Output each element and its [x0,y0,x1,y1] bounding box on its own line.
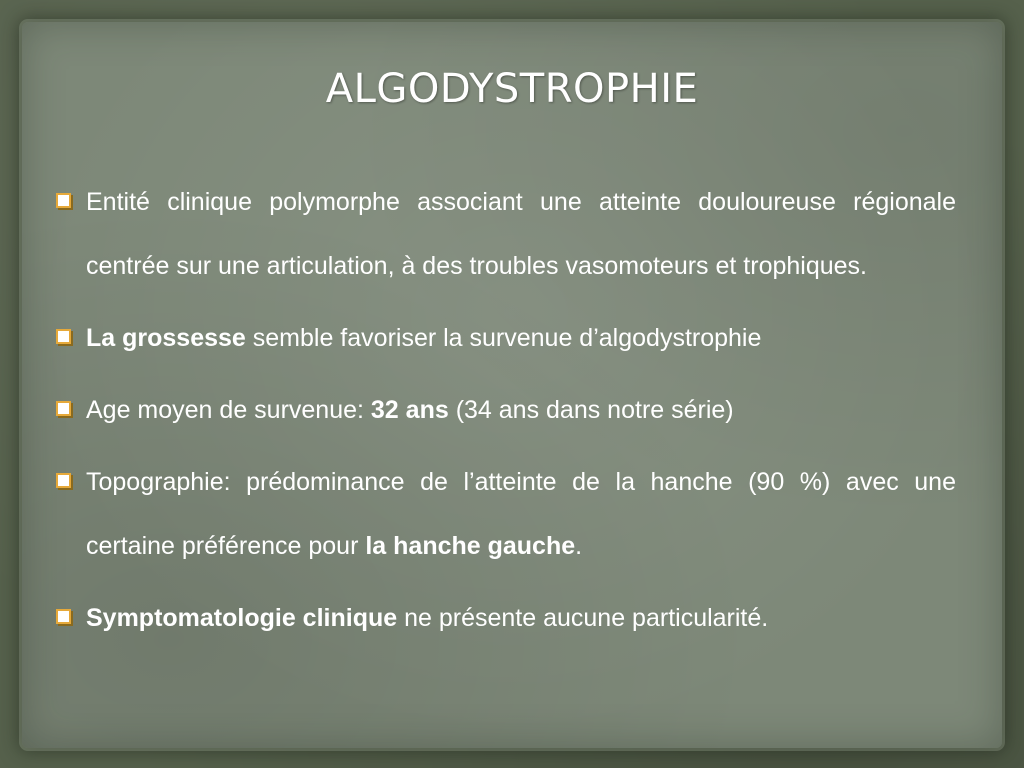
checkbox-square-icon [56,609,71,624]
bullet-text: Entité clinique polymorphe associant une atteinte douloureuse régionale centrée sur une articulation, à des troubles vasomoteurs et trophiques. [86,188,956,280]
bullet-text: (34 ans dans notre série) [448,396,734,424]
bullet-bold-text: 32 ans [370,396,449,424]
checkbox-square-icon [56,329,71,344]
checkbox-square-icon [56,473,71,488]
bullet-text: Age moyen de survenue: [86,396,371,424]
bullet-list [54,170,956,658]
bullet-item [54,170,956,298]
bullet-bold-text: La grossesse [86,324,246,352]
bullet-text: . [575,532,583,560]
bullet-item [54,450,956,578]
checkbox-square-icon [56,193,71,208]
bullet-item [54,586,956,650]
bullet-item [54,306,956,370]
bullet-bold-text: la hanche gauche [365,532,576,560]
slide-title: ALGODYSTROPHIE [325,66,699,112]
bullet-text: ne présente aucune particularité. [397,604,769,632]
bullet-bold-text: Symptomatologie clinique [86,604,398,632]
checkbox-square-icon [56,401,71,416]
bullet-text: semble favoriser la survenue d’algodystrophie [245,324,762,352]
bullet-text: Topographie: prédominance de l’atteinte de la hanche (90 %) avec une certaine préférence pour [86,468,956,560]
bullet-item [54,378,956,442]
